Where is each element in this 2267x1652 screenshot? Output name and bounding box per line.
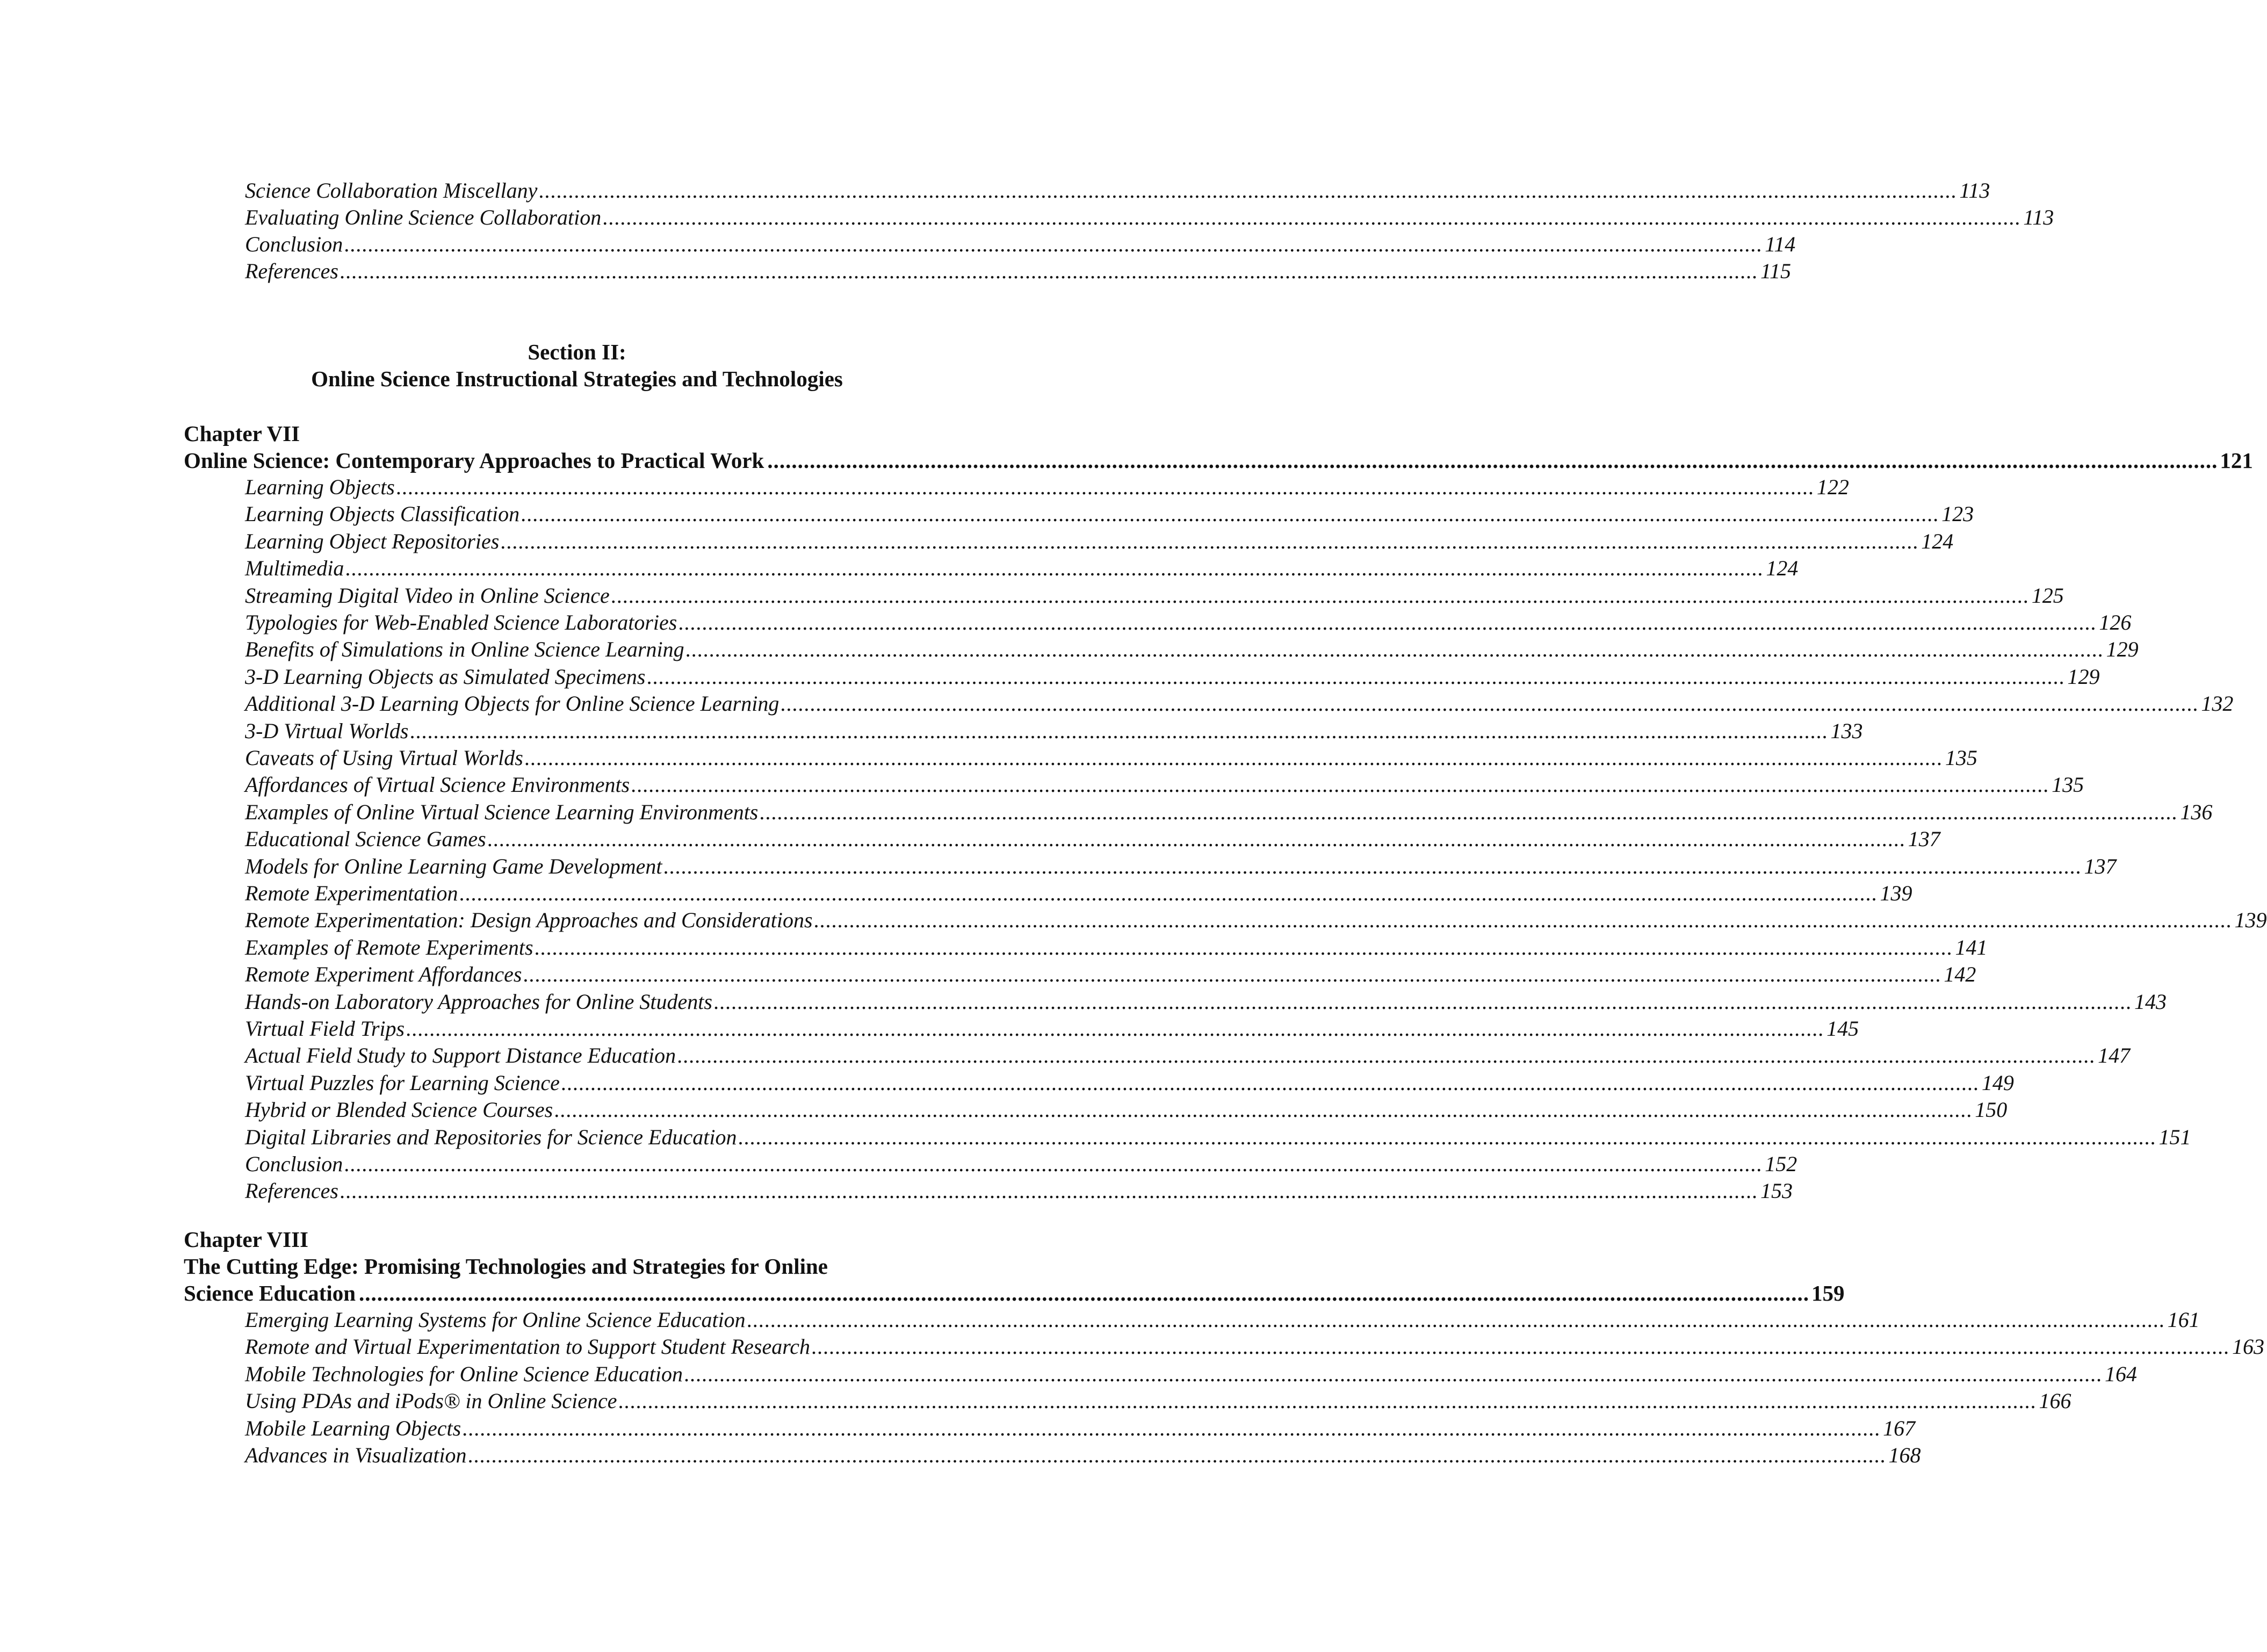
chapter-label: Chapter VIII	[184, 1227, 309, 1252]
toc-entry	[245, 1070, 2014, 1096]
dot-leader: ................................................................................................................................................................................................................................................	[344, 1152, 1763, 1176]
entry-page: 129	[2067, 664, 2100, 689]
toc-entry	[245, 1096, 2008, 1123]
entry-page: 152	[1765, 1152, 1797, 1176]
entry-page: 137	[1908, 827, 1940, 852]
entry-title: Emerging Learning Systems for Online Science Education	[245, 1308, 746, 1332]
entry-page: 161	[2167, 1308, 2200, 1332]
dot-leader: ................................................................................................................................................................................................................................................	[523, 962, 1942, 987]
dot-leader: ................................................................................................................................................................................................................................................	[678, 610, 2097, 634]
dot-leader: ................................................................................................................................................................................................................................................	[340, 259, 1758, 283]
toc-entry	[245, 177, 1990, 204]
dot-leader: ................................................................................................................................................................................................................................................	[468, 1443, 1887, 1467]
entry-page: 115	[1760, 259, 1791, 283]
entry-title: Mobile Technologies for Online Science Education	[245, 1361, 683, 1386]
dot-leader: ................................................................................................................................................................................................................................................	[344, 232, 1763, 256]
entry-page: 124	[1921, 529, 1954, 553]
dot-leader: ................................................................................................................................................................................................................................................	[684, 1361, 2103, 1386]
entry-title: Digital Libraries and Repositories for Science Education	[245, 1124, 737, 1149]
entry-page: 167	[1883, 1416, 1916, 1440]
toc-entry	[245, 1015, 1859, 1042]
dot-leader: ................................................................................................................................................................................................................................................	[677, 1043, 2096, 1068]
toc-entry	[245, 1307, 2200, 1333]
dot-leader: ................................................................................................................................................................................................................................................	[747, 1308, 2165, 1332]
dot-leader: ................................................................................................................................................................................................................................................	[406, 1016, 1825, 1041]
toc-entry	[245, 528, 1954, 555]
entry-title: Additional 3-D Learning Objects for Online Science Learning	[245, 691, 779, 716]
entry-page: 147	[2098, 1043, 2131, 1068]
toc-entry	[245, 474, 1849, 501]
entry-title: Hybrid or Blended Science Courses	[245, 1098, 553, 1122]
dot-leader: ................................................................................................................................................................................................................................................	[487, 827, 1906, 852]
toc-entry	[245, 1388, 2071, 1415]
entry-page: 136	[2180, 799, 2213, 824]
toc-entry	[245, 501, 1974, 528]
toc-entry	[245, 204, 2054, 231]
dot-leader: ................................................................................................................................................................................................................................................	[521, 502, 1940, 526]
entry-page: 143	[2134, 989, 2167, 1014]
dot-leader: ................................................................................................................................................................................................................................................	[781, 691, 2199, 716]
entry-page: 113	[2023, 205, 2054, 229]
entry-page: 123	[1941, 502, 1974, 526]
dot-leader: ................................................................................................................................................................................................................................................	[535, 935, 1953, 960]
toc-entry	[245, 771, 2084, 798]
toc-entry	[245, 1124, 2191, 1151]
toc-entry	[245, 609, 2132, 636]
chapter-label: Chapter VII	[184, 421, 300, 446]
toc-entry	[245, 636, 2139, 663]
entry-page: 142	[1944, 962, 1976, 987]
entry-title: Examples of Remote Experiments	[245, 935, 533, 960]
toc-entry	[245, 745, 1977, 771]
entry-title: Learning Objects Classification	[245, 502, 520, 526]
entry-title: Benefits of Simulations in Online Science Learning	[245, 637, 684, 662]
entry-title: Educational Science Games	[245, 827, 486, 852]
entry-page: 164	[2105, 1361, 2138, 1386]
toc-entry	[245, 907, 2267, 934]
dot-leader: ................................................................................................................................................................................................................................................	[685, 637, 2104, 662]
toc-entry	[245, 690, 2234, 717]
dot-leader: ................................................................................................................................................................................................................................................	[396, 475, 1815, 499]
dot-leader: ................................................................................................................................................................................................................................................	[738, 1124, 2157, 1149]
entry-title: Conclusion	[245, 232, 343, 256]
toc-entry	[245, 1178, 1793, 1204]
dot-leader: ................................................................................................................................................................................................................................................	[459, 881, 1878, 905]
entry-title: Affordances of Virtual Science Environments	[245, 773, 630, 797]
entry-page: 122	[1816, 475, 1849, 499]
dot-leader: ................................................................................................................................................................................................................................................	[611, 583, 2030, 608]
chapter-title	[184, 447, 2253, 474]
entry-page: 150	[1975, 1098, 2008, 1122]
dot-leader: ................................................................................................................................................................................................................................................	[501, 529, 1919, 553]
dot-leader: ................................................................................................................................................................................................................................................	[561, 1070, 1980, 1095]
entry-page: 125	[2031, 583, 2064, 608]
chapter-title-line1: The Cutting Edge: Promising Technologies and Strategies for Online	[184, 1254, 828, 1279]
entry-title: Evaluating Online Science Collaboration	[245, 205, 602, 229]
dot-leader: ................................................................................................................................................................................................................................................	[713, 989, 2132, 1014]
entry-page: 163	[2232, 1334, 2265, 1359]
entry-page: 166	[2039, 1389, 2071, 1413]
toc-entry	[245, 1361, 2138, 1388]
entry-page: 139	[1880, 881, 1912, 905]
entry-title: Multimedia	[245, 556, 344, 581]
entry-title: Using PDAs and iPods® in Online Science	[245, 1389, 617, 1413]
entry-page: 145	[1826, 1016, 1859, 1041]
toc-entry	[245, 853, 2117, 880]
entry-title: Virtual Field Trips	[245, 1016, 405, 1041]
entry-title: 3-D Learning Objects as Simulated Specimens	[245, 664, 646, 689]
entry-page: 139	[2234, 908, 2267, 933]
entry-title: Learning Objects	[245, 475, 395, 499]
dot-leader: ................................................................................................................................................................................................................................................	[539, 178, 1958, 203]
toc-entry	[245, 1042, 2131, 1069]
entry-page: 135	[1945, 746, 1977, 770]
entry-title: 3-D Virtual Worlds	[245, 718, 409, 743]
entry-page: 133	[1830, 718, 1863, 743]
toc-entry	[245, 1415, 1916, 1442]
entry-title: Models for Online Learning Game Development	[245, 854, 662, 878]
entry-page: 151	[2158, 1124, 2191, 1149]
dot-leader: ................................................................................................................................................................................................................................................	[524, 746, 1943, 770]
toc-entry	[245, 258, 1791, 285]
entry-page: 126	[2099, 610, 2132, 634]
chapter-page: 159	[1811, 1281, 1845, 1305]
entry-title: Remote and Virtual Experimentation to Support Student Research	[245, 1334, 811, 1359]
toc-entry	[245, 880, 1912, 907]
entry-title: Examples of Online Virtual Science Learning Environments	[245, 799, 759, 824]
dot-leader: ................................................................................................................................................................................................................................................	[359, 1281, 1810, 1305]
entry-page: 141	[1955, 935, 1988, 960]
dot-leader: ................................................................................................................................................................................................................................................	[760, 799, 2178, 824]
entry-title: Mobile Learning Objects	[245, 1416, 461, 1440]
toc-entry	[245, 1151, 1797, 1178]
dot-leader: ................................................................................................................................................................................................................................................	[647, 664, 2066, 689]
toc-entry	[245, 1442, 1921, 1469]
entry-title: Actual Field Study to Support Distance Education	[245, 1043, 676, 1068]
entry-page: 149	[1981, 1070, 2014, 1095]
toc-entry	[245, 718, 1863, 745]
entry-title: References	[245, 1179, 338, 1203]
toc-entry	[245, 231, 1796, 258]
chapter-title-text: Science Education	[184, 1281, 356, 1305]
entry-title: Hands-on Laboratory Approaches for Online Students	[245, 989, 712, 1014]
chapter-title-text: Online Science: Contemporary Approaches to Practical Work	[184, 448, 764, 473]
entry-title: Remote Experiment Affordances	[245, 962, 522, 987]
entry-page: 129	[2106, 637, 2139, 662]
entry-page: 124	[1766, 556, 1799, 581]
chapter-page: 121	[2220, 448, 2253, 473]
entry-page: 135	[2052, 773, 2084, 797]
dot-leader: ................................................................................................................................................................................................................................................	[767, 448, 2218, 473]
entry-title: References	[245, 259, 338, 283]
entry-title: Advances in Visualization	[245, 1443, 467, 1467]
toc-entry	[245, 555, 1799, 582]
dot-leader: ................................................................................................................................................................................................................................................	[603, 205, 2021, 229]
toc-entry	[245, 961, 1976, 988]
dot-leader: ................................................................................................................................................................................................................................................	[631, 773, 2050, 797]
entry-title: Learning Object Repositories	[245, 529, 500, 553]
dot-leader: ................................................................................................................................................................................................................................................	[812, 1334, 2230, 1359]
section-label: Section II:	[528, 340, 626, 364]
dot-leader: ................................................................................................................................................................................................................................................	[663, 854, 2082, 878]
entry-page: 132	[2201, 691, 2234, 716]
entry-title: Streaming Digital Video in Online Science	[245, 583, 610, 608]
entry-title: Science Collaboration Miscellany	[245, 178, 538, 203]
entry-title: Virtual Puzzles for Learning Science	[245, 1070, 560, 1095]
dot-leader: ................................................................................................................................................................................................................................................	[345, 556, 1764, 581]
entry-title: Typologies for Web-Enabled Science Laboratories	[245, 610, 677, 634]
toc-entry	[245, 582, 2064, 609]
toc-entry	[245, 934, 1988, 961]
dot-leader: ................................................................................................................................................................................................................................................	[410, 718, 1829, 743]
entry-title: Conclusion	[245, 1152, 343, 1176]
entry-page: 137	[2084, 854, 2117, 878]
toc-entry	[245, 989, 2167, 1015]
dot-leader: ................................................................................................................................................................................................................................................	[463, 1416, 1881, 1440]
entry-title: Caveats of Using Virtual Worlds	[245, 746, 523, 770]
toc-entry	[245, 799, 2213, 826]
entry-page: 153	[1760, 1179, 1793, 1203]
dot-leader: ................................................................................................................................................................................................................................................	[618, 1389, 2037, 1413]
entry-title: Remote Experimentation	[245, 881, 458, 905]
entry-page: 168	[1888, 1443, 1921, 1467]
toc-entry	[245, 1333, 2265, 1360]
toc-entry	[245, 826, 1940, 853]
toc-entry	[245, 663, 2100, 690]
dot-leader: ................................................................................................................................................................................................................................................	[814, 908, 2233, 933]
entry-title: Remote Experimentation: Design Approaches and Considerations	[245, 908, 813, 933]
dot-leader: ................................................................................................................................................................................................................................................	[554, 1098, 1973, 1122]
chapter-title	[184, 1280, 1845, 1307]
section-title: Online Science Instructional Strategies and Technologies	[311, 366, 843, 391]
dot-leader: ................................................................................................................................................................................................................................................	[340, 1179, 1758, 1203]
entry-page: 113	[1959, 178, 1990, 203]
entry-page: 114	[1765, 232, 1796, 256]
